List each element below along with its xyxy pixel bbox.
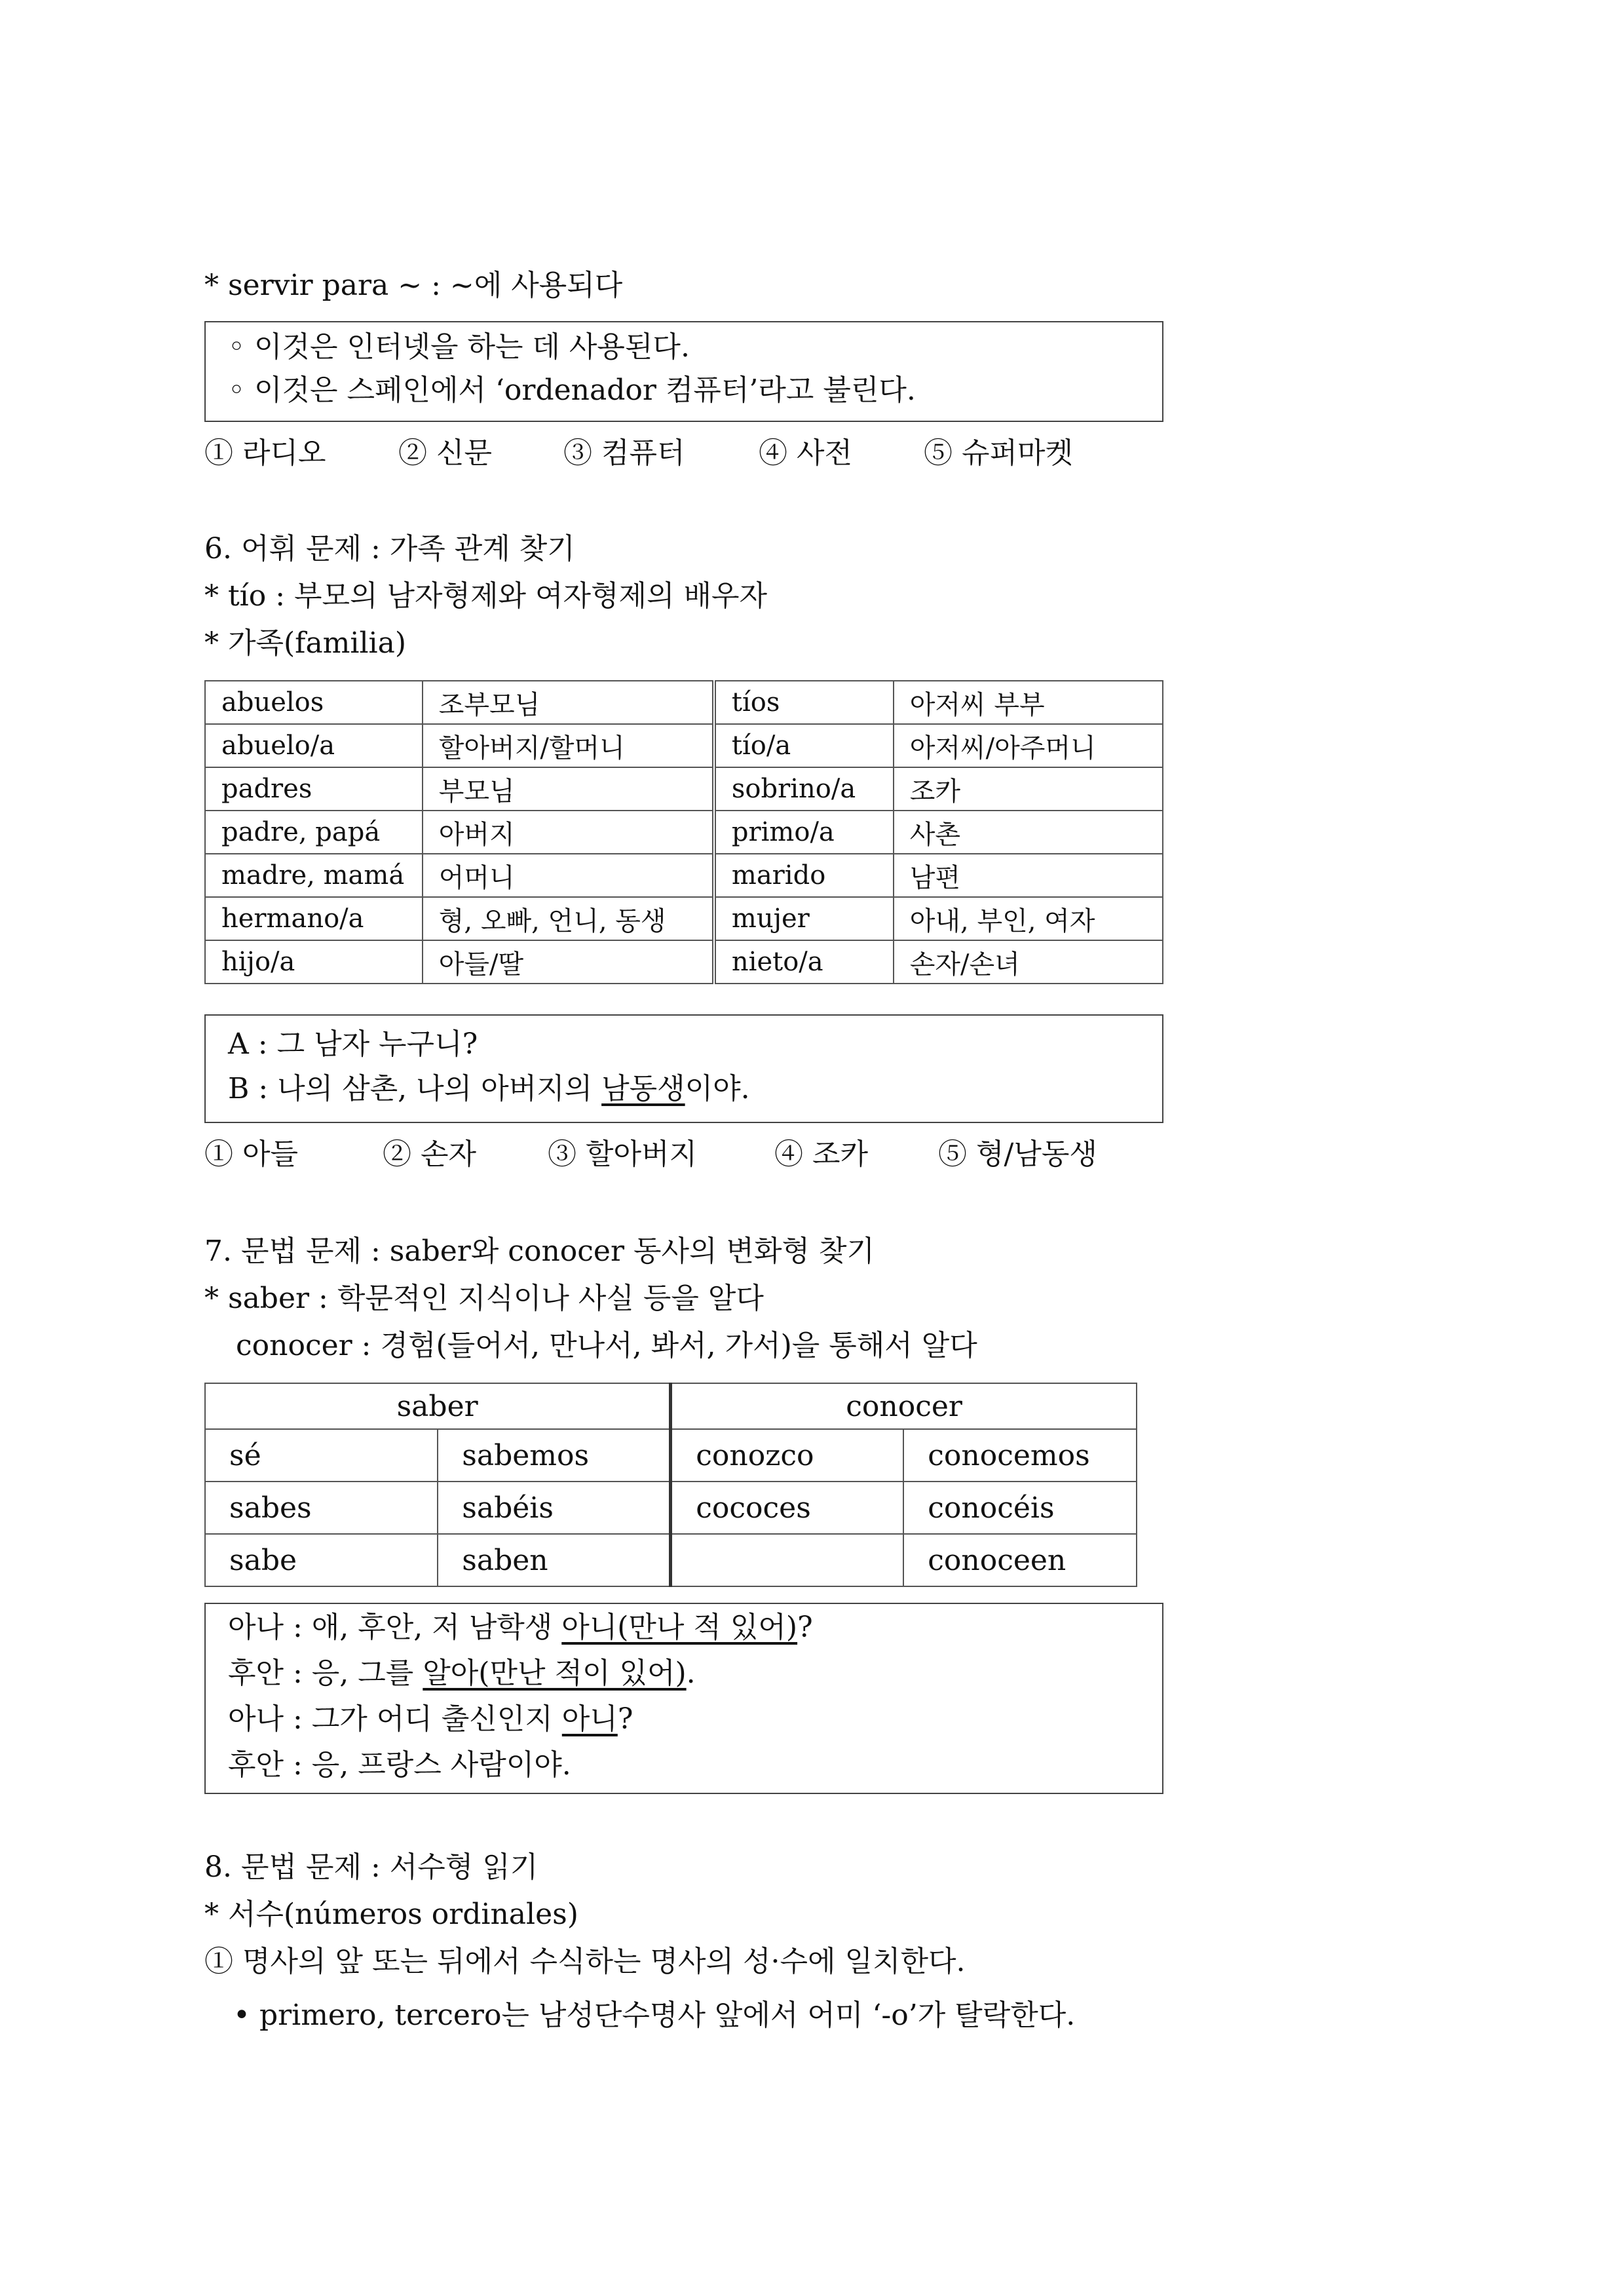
dialog-line-b <box>228 1069 750 1109</box>
table-cell: conoceen <box>903 1534 1137 1586</box>
underlined-phrase: 아니 <box>561 1702 618 1736</box>
dialog-box-7 <box>204 1603 1163 1794</box>
underlined-phrase: 아니(만나 적 있어) <box>561 1611 798 1644</box>
choice-4[interactable]: ④ 사전 <box>759 436 852 470</box>
table-cell: cococes <box>671 1482 903 1534</box>
table-cell: sobrino/a <box>714 767 894 811</box>
dialog-text: ? <box>797 1611 813 1644</box>
table-cell: padre, papá <box>205 811 423 854</box>
section-6-title: 6. 어휘 문제 : 가족 관계 찾기 <box>204 532 575 565</box>
table-row <box>205 1482 1137 1534</box>
table-cell: 아버지 <box>423 811 714 854</box>
choice-1[interactable]: ① 라디오 <box>204 436 326 470</box>
table-cell: tío/a <box>714 724 894 767</box>
table-cell: 아저씨 부부 <box>894 681 1163 724</box>
saber-note: * saber : 학문적인 지식이나 사실 등을 알다 <box>204 1282 764 1315</box>
tio-note: * tío : 부모의 남자형제와 여자형제의 배우자 <box>204 579 768 613</box>
ordinal-bullet: • primero, tercero는 남성단수명사 앞에서 어미 ‘-o’가 탈락한다. <box>233 1999 1076 2032</box>
table-cell: conocéis <box>903 1482 1137 1534</box>
table-row <box>205 724 1163 767</box>
table-cell: saben <box>438 1534 671 1586</box>
table-cell: 조부모님 <box>423 681 714 724</box>
table-cell: 아내, 부인, 여자 <box>894 897 1163 940</box>
table-row <box>205 681 1163 724</box>
table-cell: 할아버지/할머니 <box>423 724 714 767</box>
table-row <box>205 811 1163 854</box>
table-cell: conozco <box>671 1429 903 1482</box>
choice-5[interactable]: ⑤ 형/남동생 <box>938 1138 1097 1171</box>
choice-2[interactable]: ② 손자 <box>383 1138 476 1171</box>
table-cell: sabe <box>205 1534 438 1586</box>
servir-para-note: * servir para ~ : ~에 사용되다 <box>204 269 623 302</box>
choice-1[interactable]: ① 아들 <box>204 1138 298 1171</box>
family-vocab-table <box>204 680 1163 984</box>
familia-note: * 가족(familia) <box>204 626 407 660</box>
box-line: ◦ 이것은 인터넷을 하는 데 사용된다. <box>228 330 690 364</box>
table-cell: 아저씨/아주머니 <box>894 724 1163 767</box>
table-cell: conocemos <box>903 1429 1137 1482</box>
header-conocer: conocer <box>671 1383 1137 1429</box>
table-cell: madre, mamá <box>205 854 423 897</box>
choice-4[interactable]: ④ 조카 <box>774 1138 868 1171</box>
section-7-title: 7. 문법 문제 : saber와 conocer 동사의 변화형 찾기 <box>204 1234 875 1268</box>
table-cell: 손자/손녀 <box>894 940 1163 984</box>
dialog-line-4: 후안 : 응, 프랑스 사람이야. <box>228 1748 571 1782</box>
dialog-line-1 <box>228 1608 813 1647</box>
table-cell: sabéis <box>438 1482 671 1534</box>
dialog-line-3 <box>228 1700 633 1739</box>
ordinales-note: * 서수(números ordinales) <box>204 1898 578 1931</box>
conocer-note: conocer : 경험(들어서, 만나서, 봐서, 가서)을 통해서 알다 <box>236 1329 977 1362</box>
table-cell <box>671 1534 903 1586</box>
table-cell: primo/a <box>714 811 894 854</box>
table-cell: nieto/a <box>714 940 894 984</box>
table-row <box>205 1534 1137 1586</box>
box-line: ◦ 이것은 스페인에서 ‘ordenador 컴퓨터’라고 불린다. <box>228 373 916 407</box>
table-row <box>205 1429 1137 1482</box>
table-cell: 형, 오빠, 언니, 동생 <box>423 897 714 940</box>
dialog-text: 아나 : 애, 후안, 저 남학생 <box>228 1611 562 1644</box>
dialog-line-a: A : 그 남자 누구니? <box>228 1027 478 1061</box>
table-row <box>205 767 1163 811</box>
dialog-text: 후안 : 응, 그를 <box>228 1656 423 1690</box>
table-cell: abuelo/a <box>205 724 423 767</box>
table-cell: sabes <box>205 1482 438 1534</box>
table-cell: marido <box>714 854 894 897</box>
table-row <box>205 940 1163 984</box>
choice-5[interactable]: ⑤ 슈퍼마켓 <box>924 436 1074 470</box>
header-saber: saber <box>205 1383 671 1429</box>
choice-3[interactable]: ③ 컴퓨터 <box>563 436 685 470</box>
section-8-title: 8. 문법 문제 : 서수형 읽기 <box>204 1850 538 1884</box>
dialog-text: ? <box>617 1702 633 1736</box>
table-cell: sabemos <box>438 1429 671 1482</box>
dialog-text: . <box>686 1656 696 1690</box>
table-cell: abuelos <box>205 681 423 724</box>
choice-2[interactable]: ② 신문 <box>398 436 492 470</box>
table-cell: 사촌 <box>894 811 1163 854</box>
dialog-box-6 <box>204 1014 1163 1123</box>
table-row <box>205 854 1163 897</box>
table-cell: 부모님 <box>423 767 714 811</box>
dialog-line-2 <box>228 1654 696 1693</box>
ordinal-rule-1: ① 명사의 앞 또는 뒤에서 수식하는 명사의 성·수에 일치한다. <box>204 1945 966 1978</box>
table-cell: tíos <box>714 681 894 724</box>
table-row <box>205 897 1163 940</box>
verb-conjugation-table <box>204 1383 1137 1587</box>
table-cell: hijo/a <box>205 940 423 984</box>
question-box-5 <box>204 321 1163 422</box>
choice-3[interactable]: ③ 할아버지 <box>548 1138 698 1171</box>
table-cell: padres <box>205 767 423 811</box>
table-cell: hermano/a <box>205 897 423 940</box>
underlined-word: 남동생 <box>601 1072 685 1105</box>
underlined-phrase: 알아(만난 적이 있어) <box>423 1656 687 1690</box>
table-cell: 조카 <box>894 767 1163 811</box>
dialog-text: 이야. <box>685 1072 750 1105</box>
dialog-text: B : 나의 삼촌, 나의 아버지의 <box>228 1072 602 1105</box>
table-cell: 어머니 <box>423 854 714 897</box>
table-cell: mujer <box>714 897 894 940</box>
table-cell: 아들/딸 <box>423 940 714 984</box>
table-cell: 남편 <box>894 854 1163 897</box>
table-cell: sé <box>205 1429 438 1482</box>
dialog-text: 아나 : 그가 어디 출신인지 <box>228 1702 562 1736</box>
